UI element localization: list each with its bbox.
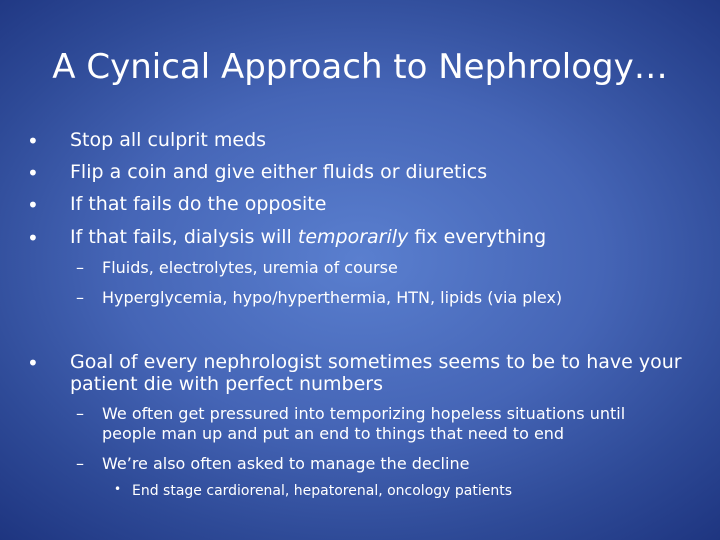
sub-sub-item-text: End stage cardiorenal, hepatorenal, oncology patients xyxy=(132,483,513,499)
sub-item-text: Hyperglycemia, hypo/hyperthermia, HTN, lipids (via plex) xyxy=(102,288,563,307)
bullet-text xyxy=(70,226,546,248)
bullet-text-before: If that fails, dialysis will xyxy=(70,226,298,248)
bullet-icon: • xyxy=(27,129,39,153)
bullet-text: patient die with perfect numbers xyxy=(70,373,383,395)
bullet-icon: • xyxy=(27,161,39,185)
bullet-icon: • xyxy=(114,482,122,496)
bullet-icon: • xyxy=(27,193,39,217)
sub-item-text: We’re also often asked to manage the decline xyxy=(102,454,470,473)
dash-icon: – xyxy=(76,454,84,473)
dash-icon: – xyxy=(76,404,84,423)
dash-icon: – xyxy=(76,288,84,307)
sub-item-text: We often get pressured into temporizing hopeless situations until xyxy=(102,404,626,423)
bullet-text-emphasis: temporarily xyxy=(297,226,409,248)
bullet-text: Stop all culprit meds xyxy=(70,129,267,151)
sub-item-text: Fluids, electrolytes, uremia of course xyxy=(102,258,398,277)
sub-item-text: people man up and put an end to things that need to end xyxy=(102,424,565,443)
bullet-icon: • xyxy=(27,351,39,375)
slide-title: A Cynical Approach to Nephrology… xyxy=(52,47,668,87)
bullet-icon: • xyxy=(27,226,39,250)
bullet-text: Goal of every nephrologist sometimes seems to be to have your xyxy=(70,351,682,373)
dash-icon: – xyxy=(76,258,84,277)
bullet-text: Flip a coin and give either fluids or diuretics xyxy=(70,161,488,183)
bullet-text-after: fix everything xyxy=(408,226,547,248)
bullet-text: If that fails do the opposite xyxy=(70,193,327,215)
